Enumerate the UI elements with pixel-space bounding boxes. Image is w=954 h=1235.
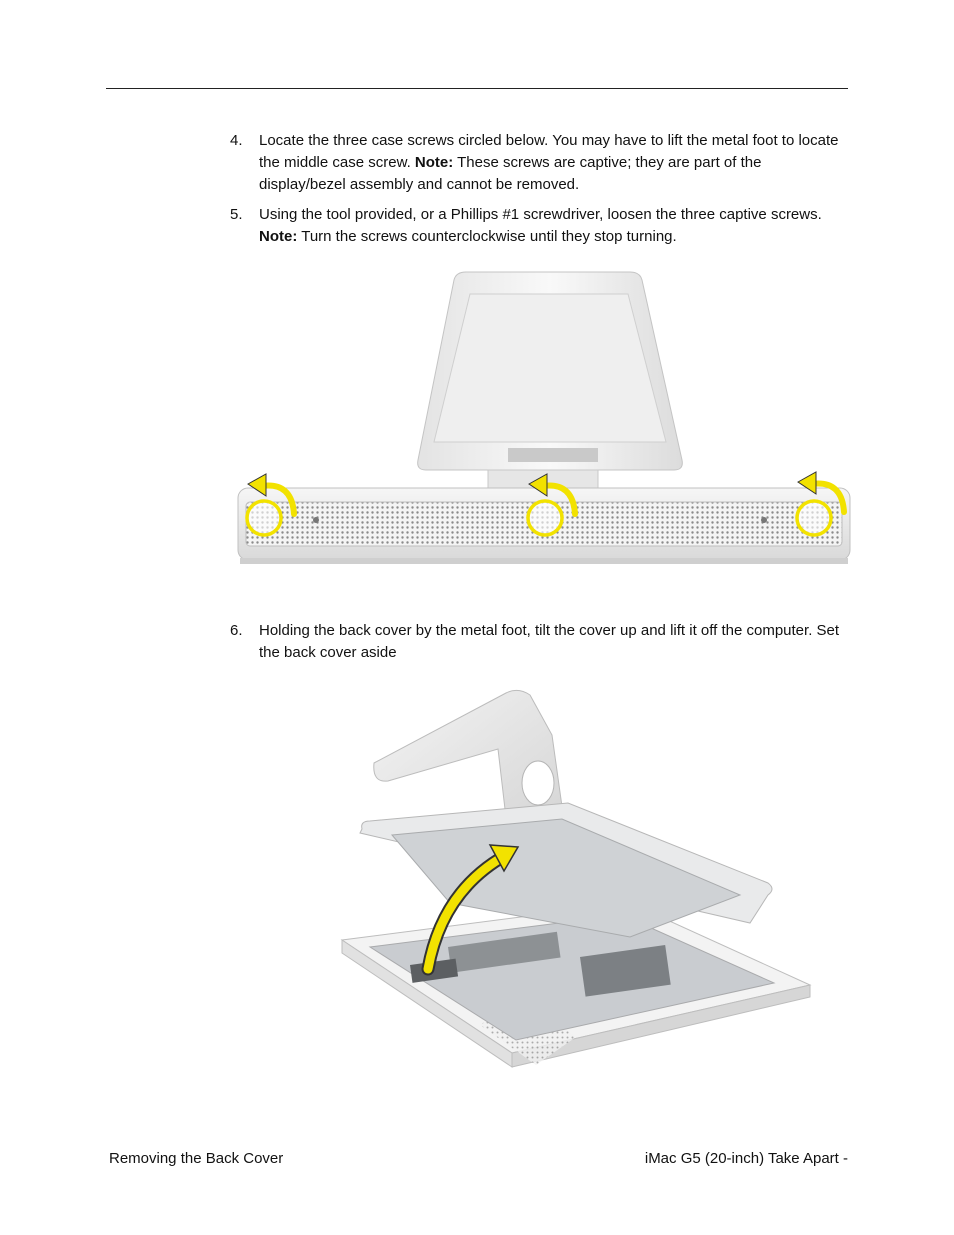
footer-section-title: Removing the Back Cover [109,1150,284,1167]
step-number: 4. [230,132,243,149]
step-text: Holding the back cover by the metal foot, tilt the cover up and lift it off the computer. Set the back cover aside [259,622,840,661]
screw-callout-left [247,501,281,535]
step-number: 6. [230,622,243,639]
step-5 [230,204,850,248]
screws-figure [230,270,860,575]
lift-cover-figure [330,685,830,1070]
step-number: 5. [230,206,243,223]
screw-callout-right [797,501,831,535]
computer-base [342,903,810,1067]
note-label: Note: [259,228,298,245]
step-text: Using the tool provided, or a Phillips #1 screwdriver, loosen the three captive screws. Note: Turn the screws counterclockwise until they stop turning. [259,206,822,245]
footer-document-title: iMac G5 (20-inch) Take Apart - [644,1150,848,1167]
note-label: Note: [414,154,454,171]
stand [418,272,683,492]
header-rule [106,88,848,89]
screw-callout-middle [528,501,562,535]
step-4 [230,130,850,196]
back-cover [360,803,772,937]
step-6 [230,620,850,664]
step-text: Locate the three case screws circled below. You may have to lift the metal foot to locate the middle case screw. Note: These screws are captive; they are part of the display/bezel assembly and cannot be removed. [259,132,839,193]
